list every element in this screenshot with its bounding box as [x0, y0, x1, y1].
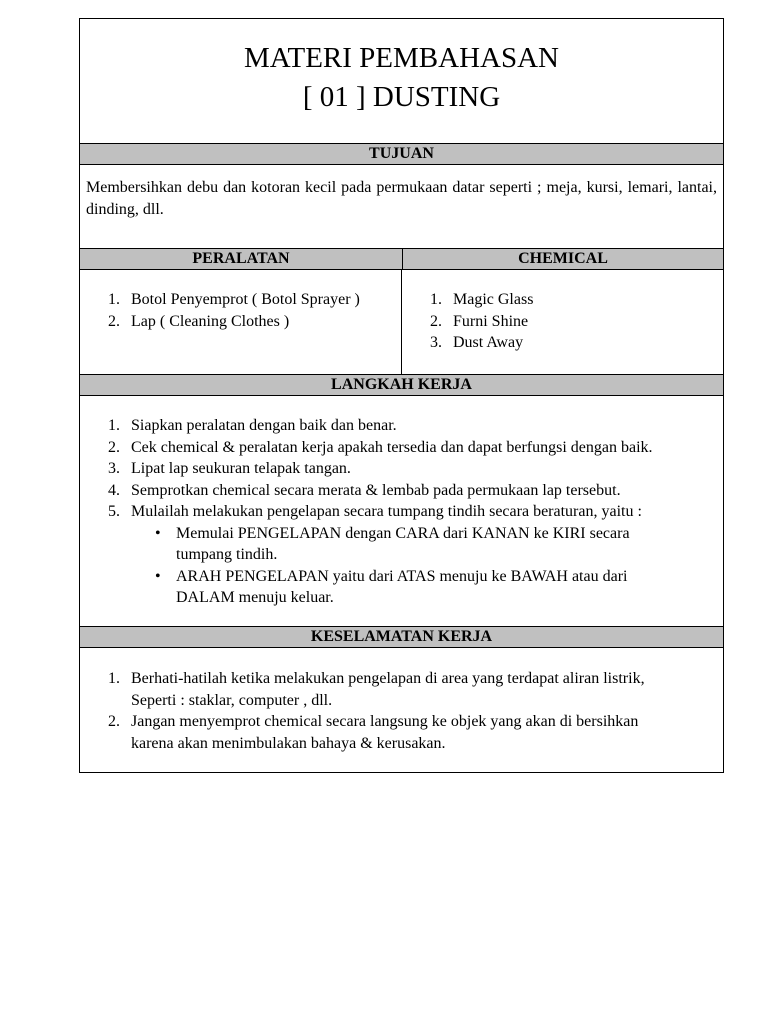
item-text: Botol Penyemprot ( Botol Sprayer ) — [131, 291, 360, 308]
sub-item-line: tumpang tindih. — [176, 546, 278, 563]
sub-item-line: Memulai PENGELAPAN dengan CARA dari KANAN ke KIRI secara — [176, 524, 630, 542]
list-item — [80, 480, 723, 502]
keselamatan-section — [80, 648, 723, 772]
peralatan-heading: PERALATAN — [80, 249, 403, 269]
list-item — [80, 437, 723, 459]
sub-list-item — [80, 523, 723, 566]
sub-item-line: ARAH PENGELAPAN yaitu dari ATAS menuju ke BAWAH atau dari — [176, 567, 628, 585]
item-number: 5. — [108, 503, 120, 520]
keselamatan-heading: KESELAMATAN KERJA — [80, 627, 723, 648]
item-line: karena akan menimbulakan bahaya & kerusakan. — [131, 734, 446, 752]
document-title: MATERI PEMBAHASAN — [243, 42, 559, 74]
list-item — [80, 501, 723, 523]
item-line: Seperti : staklar, computer , dll. — [131, 691, 333, 709]
bullet: • — [155, 524, 161, 542]
item-number: 2. — [108, 713, 120, 730]
item-text: Lipat lap seukuran telapak tangan. — [131, 460, 351, 477]
tools-row — [80, 270, 723, 375]
document-subtitle: [ 01 ] DUSTING — [302, 81, 501, 113]
peralatan-list — [80, 270, 401, 332]
tools-header-row — [80, 249, 723, 270]
item-line: Berhati-hatilah ketika melakukan pengelapan di area yang terdapat aliran listrik, — [131, 670, 645, 687]
item-number: 2. — [108, 438, 120, 456]
langkah-list — [80, 415, 723, 523]
item-number: 2. — [430, 312, 442, 330]
list-item — [80, 289, 401, 311]
keselamatan-list — [80, 668, 723, 754]
chemical-cell — [402, 270, 723, 374]
item-number: 1. — [108, 291, 120, 308]
peralatan-cell — [80, 270, 402, 374]
tujuan-section — [80, 165, 723, 249]
list-item — [80, 458, 723, 480]
list-item — [80, 415, 723, 437]
list-item — [80, 711, 723, 754]
item-text: Siapkan peralatan dengan baik dan benar. — [131, 417, 397, 434]
item-number: 4. — [108, 481, 120, 499]
item-text: Cek chemical & peralatan kerja apakah tersedia dan dapat berfungsi dengan baik. — [131, 438, 653, 456]
item-text: Furni Shine — [453, 312, 529, 330]
langkah-section — [80, 396, 723, 627]
item-number: 1. — [108, 417, 120, 434]
sub-item-line: DALAM menuju keluar. — [176, 589, 334, 606]
list-item — [80, 668, 723, 711]
item-text: Magic Glass — [453, 291, 534, 308]
chemical-heading: CHEMICAL — [518, 250, 608, 267]
langkah-sublist — [80, 523, 723, 609]
tujuan-heading: TUJUAN — [80, 144, 723, 165]
bullet: • — [155, 567, 161, 585]
langkah-heading: LANGKAH KERJA — [80, 375, 723, 396]
list-item — [80, 311, 401, 333]
item-text: Dust Away — [453, 334, 524, 351]
list-item — [402, 289, 723, 311]
item-text: Lap ( Cleaning Clothes ) — [131, 312, 290, 330]
item-line: Jangan menyemprot chemical secara langsung ke objek yang akan di bersihkan — [131, 713, 639, 730]
item-number: 3. — [430, 334, 442, 351]
title-block — [80, 19, 723, 144]
item-text: Semprotkan chemical secara merata & lembab pada permukaan lap tersebut. — [131, 481, 621, 499]
item-number: 1. — [108, 670, 120, 687]
list-item — [402, 332, 723, 354]
list-item — [402, 311, 723, 333]
item-number: 2. — [108, 312, 120, 330]
item-number: 3. — [108, 460, 120, 477]
sub-list-item — [80, 566, 723, 609]
chemical-list — [402, 270, 723, 354]
document-table — [79, 18, 724, 773]
tujuan-text: Membersihkan debu dan kotoran kecil pada permukaan datar seperti ; meja, kursi, lemari, lantai, dinding, dll. — [86, 179, 717, 218]
item-text: Mulailah melakukan pengelapan secara tumpang tindih secara beraturan, yaitu : — [131, 503, 642, 520]
item-number: 1. — [430, 291, 442, 308]
